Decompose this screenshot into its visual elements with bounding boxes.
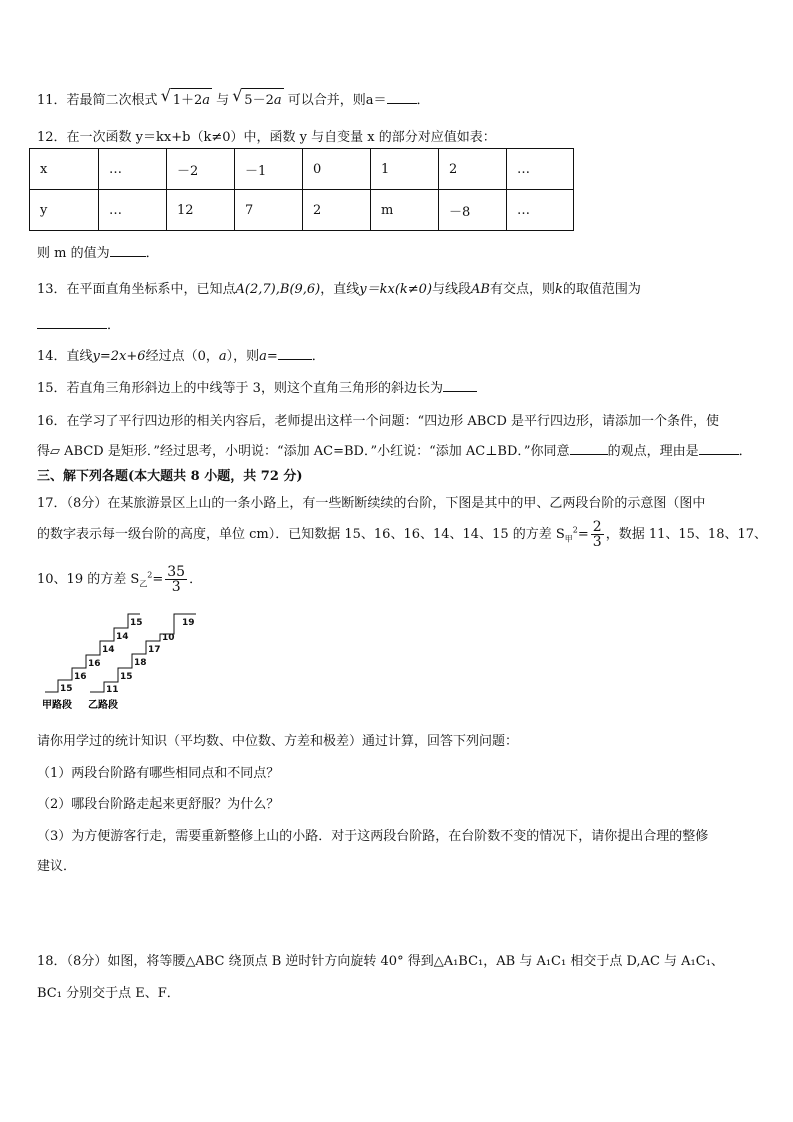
q17-sup2: 2	[147, 570, 153, 580]
question-18-line2: BC₁ 分别交于点 E、F．	[37, 986, 180, 1001]
question-17-part2: （2）哪段台阶路走起来更舒服？为什么？	[37, 797, 280, 812]
q11-text: 11．若最简二次根式	[37, 93, 158, 108]
table-cell: 1	[371, 149, 439, 190]
question-15	[37, 377, 477, 396]
table-cell: …	[99, 149, 167, 190]
radicand-2-var: a	[273, 93, 282, 108]
q14-c: ），则	[226, 349, 260, 364]
question-17-line3	[37, 565, 202, 594]
radical-2	[242, 88, 283, 108]
q14-dot: ．	[311, 349, 325, 364]
question-14	[37, 345, 325, 364]
table-row-y	[30, 190, 574, 231]
radicand-1: 1＋2	[172, 93, 203, 108]
q14-a-var: a	[218, 349, 227, 364]
question-12: 12．在一次函数 y＝kx+b（k≠0）中，函数 y 与自变量 x 的部分对应值如表：	[37, 130, 496, 145]
q17-l3a: 10、19 的方差 S	[37, 572, 140, 587]
answer-blank[interactable]	[387, 91, 417, 104]
question-17-part1: （1）两段台阶路有哪些相同点和不同点？	[37, 766, 280, 781]
step-b-5: 10	[162, 633, 175, 643]
q11-dot: ．	[416, 93, 430, 108]
question-17-part3: （3）为方便游客行走，需要重新整修上山的小路．对于这两段台阶路，在台阶数不变的情况下，请你提出合理的整修	[37, 829, 709, 844]
radicand-2: 5－2	[244, 93, 274, 108]
step-a-4: 14	[102, 645, 115, 655]
answer-blank[interactable]	[699, 442, 739, 455]
step-a-5: 14	[116, 632, 129, 642]
table-cell: 2	[439, 149, 507, 190]
q11-end: 可以合并，则a＝	[287, 93, 387, 108]
table-cell: －8	[439, 190, 507, 231]
q17-sub2: 乙	[139, 579, 148, 589]
step-b-4: 17	[148, 645, 161, 655]
step-a-6: 15	[130, 618, 143, 628]
q17-eq2: =	[152, 572, 164, 587]
label-path-b: 乙路段	[88, 700, 118, 711]
q14-a-var2: a	[259, 349, 267, 364]
radical-1	[171, 88, 212, 108]
table-cell: －1	[235, 149, 303, 190]
q12-after: 则 m 的值为	[37, 246, 110, 261]
frac-den: 3	[592, 534, 602, 550]
question-11	[37, 88, 430, 108]
label-path-a: 甲路段	[42, 700, 72, 711]
fraction-35-3	[165, 565, 187, 594]
section-heading: 三、解下列各题(本大题共 8 小题，共 72 分)	[37, 469, 303, 484]
answer-blank[interactable]	[443, 379, 477, 392]
q13-e: 的取值范围为	[562, 282, 641, 297]
step-b-1: 11	[106, 685, 119, 695]
q12-answer-line	[37, 242, 159, 261]
frac-den: 3	[171, 579, 181, 595]
table-cell: 7	[235, 190, 303, 231]
question-17-part3b: 建议．	[37, 859, 77, 874]
q17-sub1: 甲	[564, 534, 573, 544]
question-17-line2	[37, 520, 767, 549]
step-b-3: 18	[134, 658, 147, 668]
value-table	[29, 148, 574, 231]
q13-ab: AB	[471, 282, 490, 297]
q13-d: 有交点，则	[490, 282, 556, 297]
question-17-line1: 17．（8分）在某旅游景区上山的一条小路上，有一些断断续续的台阶，下图是其中的甲、乙两段台阶的示意图（图中	[37, 496, 706, 511]
q14-d: =	[266, 349, 278, 364]
q11-mid: 与	[216, 93, 230, 108]
table-cell: 0	[303, 149, 371, 190]
table-cell: 2	[303, 190, 371, 231]
table-cell: …	[507, 149, 574, 190]
step-a-2: 16	[74, 672, 87, 682]
question-17-prompt: 请你用学过的统计知识（平均数、中位数、方差和极差）通过计算，回答下列问题：	[37, 734, 519, 749]
q13-points: A(2,7),B(9,6)	[235, 282, 321, 297]
table-cell: …	[507, 190, 574, 231]
q13-b: ，直线	[320, 282, 360, 297]
q17-sup1: 2	[572, 525, 578, 535]
q14-eq: y=2x+6	[92, 349, 146, 364]
q13-a: 13．在平面直角坐标系中，已知点	[37, 282, 236, 297]
table-cell: y	[30, 190, 99, 231]
table-cell: m	[371, 190, 439, 231]
q13-k: k	[555, 282, 563, 297]
q13-answer-line	[37, 314, 120, 333]
q13-c: 与线段	[432, 282, 472, 297]
q12-dot: ．	[145, 246, 159, 261]
q14-a: 14．直线	[37, 349, 93, 364]
answer-blank[interactable]	[570, 442, 608, 455]
table-cell: 12	[167, 190, 235, 231]
q13-dot: ．	[107, 318, 121, 333]
frac-num: 35	[167, 564, 186, 580]
q17-l3b: ．	[189, 572, 203, 587]
q16-l2b: 的观点，理由是	[607, 444, 699, 459]
question-18-line1: 18．（8分）如图，将等腰△ABC 绕顶点 B 逆时针方向旋转 40° 得到△A₁BC₁，AB 与 A₁C₁ 相交于点 D,AC 与 A₁C₁、	[37, 954, 724, 969]
q15-text: 15．若直角三角形斜边上的中线等于 3，则这个直角三角形的斜边长为	[37, 381, 443, 396]
radicand-1-var: a	[202, 93, 210, 108]
step-a-3: 16	[88, 659, 101, 669]
step-b-2: 15	[120, 672, 133, 682]
answer-blank[interactable]	[37, 316, 107, 329]
q17-eq1: =	[577, 527, 589, 542]
q17-l2b: ，数据 11、15、18、17、	[605, 527, 768, 542]
question-16-line1: 16．在学习了平行四边形的相关内容后，老师提出这样一个问题：“四边形 ABCD 是平行四边形，请添加一个条件，使	[37, 414, 720, 429]
fraction-2-3	[591, 520, 604, 549]
q13-eq: y＝kx(k≠0)	[359, 282, 433, 297]
frac-num: 2	[592, 519, 602, 535]
q16-l2a: 得▱ ABCD 是矩形．”经过思考，小明说：“添加 AC=BD．”小红说：“添加 AC⊥BD．”你同意	[37, 444, 570, 459]
answer-blank[interactable]	[110, 244, 146, 257]
table-cell: －2	[167, 149, 235, 190]
table-cell: x	[30, 149, 99, 190]
step-b-6: 19	[182, 618, 195, 628]
q14-b: 经过点（0，	[145, 349, 219, 364]
question-16-line2	[37, 440, 752, 459]
q17-l2a: 的数字表示每一级台阶的高度，单位 cm）．已知数据 15、16、16、14、14、15 的方差 S	[37, 527, 565, 542]
q16-dot: ．	[738, 444, 752, 459]
answer-blank[interactable]	[278, 347, 312, 360]
table-row-x	[30, 149, 574, 190]
step-a-1: 15	[60, 684, 73, 694]
stairs-figure	[40, 606, 210, 716]
table-cell: …	[99, 190, 167, 231]
question-13	[37, 278, 641, 297]
